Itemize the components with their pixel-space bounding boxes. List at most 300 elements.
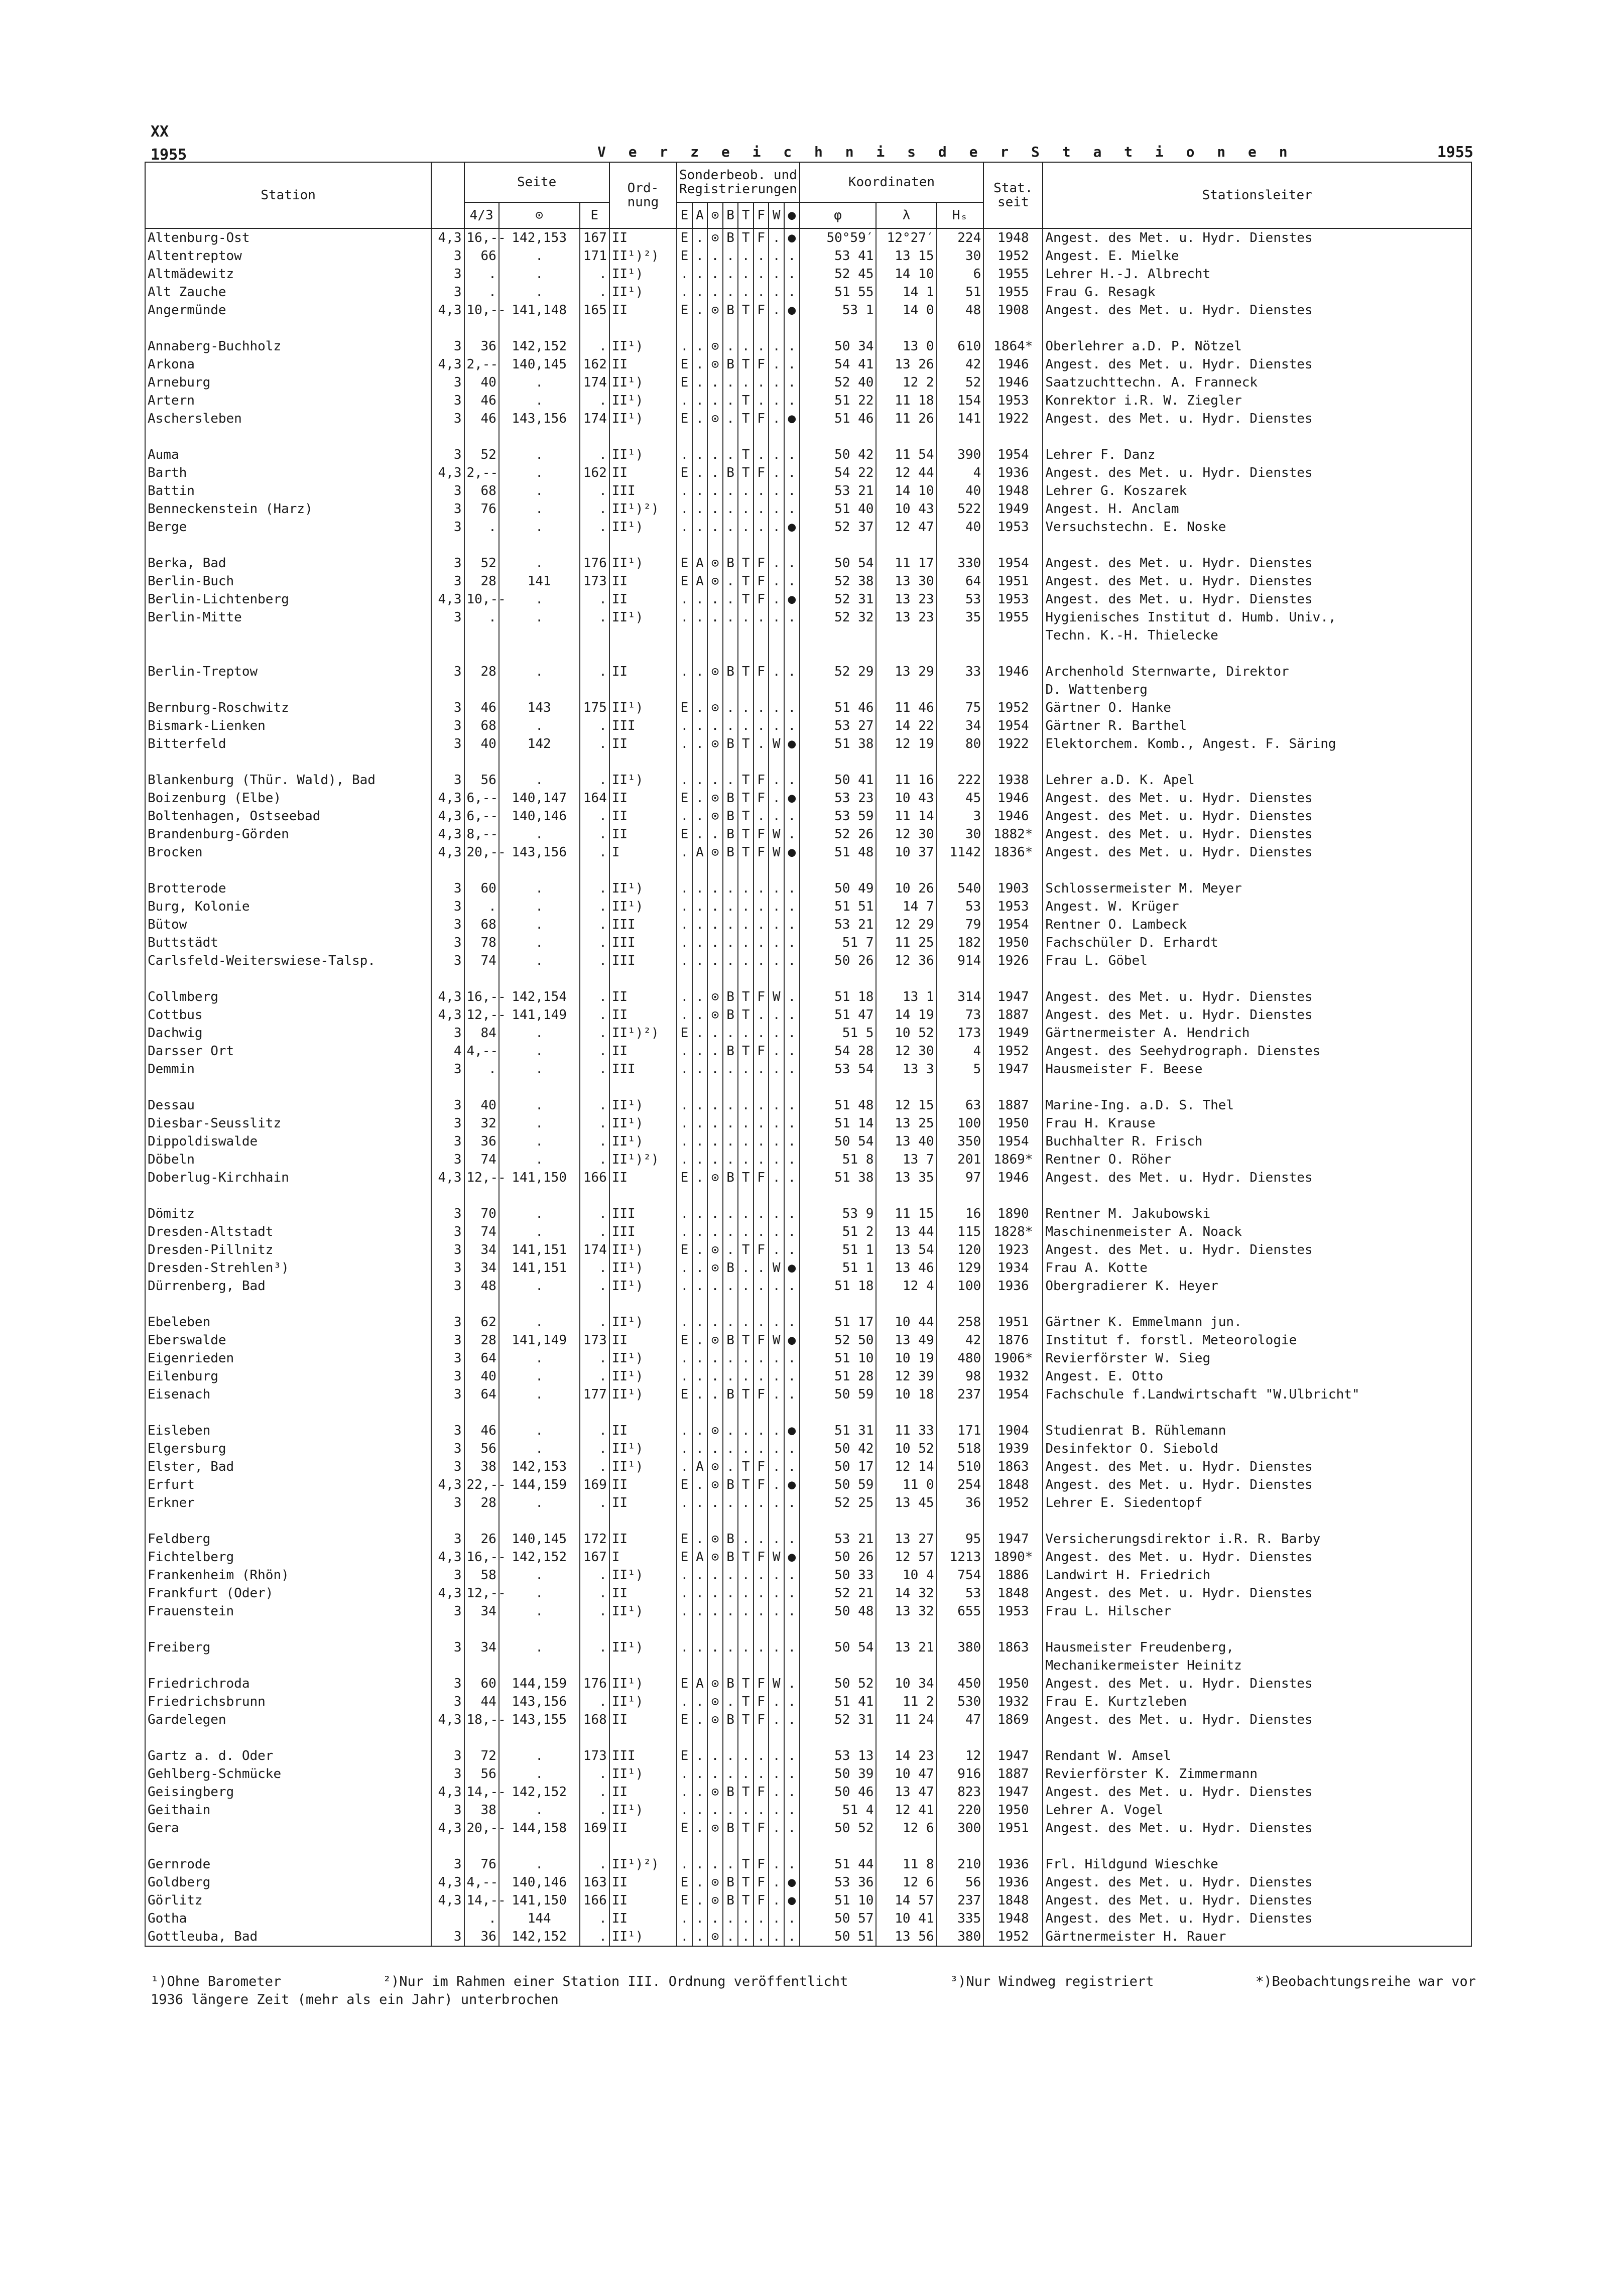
cell-s-b: . [723, 1223, 738, 1241]
cell-s-e: . [677, 1060, 692, 1078]
cell-leiter: Lehrer G. Koszarek [1043, 482, 1471, 500]
cell-leiter: Angest. des Met. u. Hydr. Dienstes [1043, 988, 1471, 1006]
cell-s-w: . [769, 1132, 784, 1151]
cell-s-e: E [677, 554, 692, 572]
cell-seite-43: . [464, 283, 499, 301]
cell-s-w: . [769, 952, 784, 970]
cell-station: Battin [145, 482, 431, 500]
cell-hs: 154 [937, 392, 984, 410]
spacer-cell [754, 1620, 769, 1638]
spacer-cell [707, 536, 723, 554]
cell-seite-sun: . [499, 265, 580, 283]
cell-s-t: T [738, 1891, 754, 1910]
cell-seite-e: . [580, 1910, 609, 1928]
cell-lambda: 12 6 [876, 1873, 936, 1891]
cell-ordnung: II¹) [609, 554, 677, 572]
cell-ordnung: II¹) [609, 1440, 677, 1458]
cell-s-sun: . [707, 916, 723, 934]
cell-s-f: . [754, 265, 769, 283]
cell-seite-sun: . [499, 482, 580, 500]
spacer-cell [692, 753, 708, 771]
cell-stat-seit: 1952 [983, 1494, 1043, 1512]
cell-seite-43: 46 [464, 1422, 499, 1440]
cell-s-b: . [723, 518, 738, 536]
cell-s-dot: . [784, 1313, 800, 1331]
cell-ordnung: II¹) [609, 1313, 677, 1331]
spacer-cell [738, 319, 754, 337]
spacer-cell [499, 1729, 580, 1747]
header-seite-e: E [580, 202, 609, 228]
cell-seite-sun: 141,150 [499, 1891, 580, 1910]
cell-s-e: . [677, 1801, 692, 1819]
cell-seite-43: 28 [464, 1494, 499, 1512]
cell-seite-sun: 143,156 [499, 843, 580, 861]
cell-seite-43: 44 [464, 1693, 499, 1711]
cell-s-dot: . [784, 1928, 800, 1946]
cell-s-sun: . [707, 771, 723, 789]
cell-s-sun: . [707, 1385, 723, 1404]
cell-s-w: . [769, 283, 784, 301]
cell-s-t: . [738, 1114, 754, 1132]
cell-s-w: . [769, 554, 784, 572]
cell-s-w: . [769, 1584, 784, 1602]
cell-kenn: 3 [431, 1151, 464, 1169]
cell-s-e: . [677, 663, 692, 681]
cell-seite-e: . [580, 482, 609, 500]
spacer-cell [723, 970, 738, 988]
cell-seite-sun: . [499, 1747, 580, 1765]
cell-s-w: . [769, 1458, 784, 1476]
cell-kenn: 3 [431, 1313, 464, 1331]
cell-s-dot: . [784, 1385, 800, 1404]
spacer-cell [707, 428, 723, 446]
cell-leiter: Angest. des Met. u. Hydr. Dienstes [1043, 464, 1471, 482]
cell-s-dot: . [784, 1566, 800, 1584]
cell-s-e: E [677, 373, 692, 392]
cell-s-t: T [738, 392, 754, 410]
cell-stat-seit: 1955 [983, 608, 1043, 626]
cell-seite-43: 34 [464, 1241, 499, 1259]
cell-stat-seit: 1952 [983, 1042, 1043, 1060]
cell-seite-sun: 142,153 [499, 228, 580, 247]
cell-station: Dresden-Altstadt [145, 1223, 431, 1241]
cell-lambda: 11 25 [876, 934, 936, 952]
spacer-cell [937, 645, 984, 663]
spacer-cell [723, 1295, 738, 1313]
cell-s-b: B [723, 807, 738, 825]
spacer-cell [983, 1078, 1043, 1096]
cell-seite-43: . [464, 608, 499, 626]
cell-s-a: . [692, 1747, 708, 1765]
cell-seite-sun: 141,149 [499, 1006, 580, 1024]
cell-leiter: Gärtnermeister H. Rauer [1043, 1928, 1471, 1946]
spacer-cell [723, 536, 738, 554]
header-station: Station [145, 162, 431, 228]
spacer-cell [738, 428, 754, 446]
cell-kenn: 3 [431, 1747, 464, 1765]
cell-lambda: 13 26 [876, 355, 936, 373]
cell-leiter: Lehrer A. Vogel [1043, 1801, 1471, 1819]
cell-s-e: . [677, 1349, 692, 1367]
spacer-cell [431, 861, 464, 879]
spacer-cell [464, 753, 499, 771]
cell-seite-sun: . [499, 392, 580, 410]
cell-seite-43: 38 [464, 1801, 499, 1819]
cell-phi: 52 32 [800, 608, 877, 626]
cell-station: Altenburg-Ost [145, 228, 431, 247]
cell-ordnung: II [609, 1042, 677, 1060]
cell-phi: 51 18 [800, 1277, 877, 1295]
cell-lambda: 13 7 [876, 1151, 936, 1169]
cell-seite-e: . [580, 879, 609, 898]
table-row [145, 1132, 1471, 1151]
cell-lambda: 12 30 [876, 1042, 936, 1060]
cell-hs: 330 [937, 554, 984, 572]
cell-leiter: Angest. H. Anclam [1043, 500, 1471, 518]
cell-lambda: 13 44 [876, 1223, 936, 1241]
cell-seite-43: 34 [464, 1638, 499, 1657]
table-row [145, 1855, 1471, 1873]
cell-hs: 35 [937, 608, 984, 626]
spacer-cell [692, 428, 708, 446]
cell-s-f: F [754, 1385, 769, 1404]
cell-s-dot: ● [784, 735, 800, 753]
cell-s-f: . [754, 898, 769, 916]
cell-s-w: . [769, 1313, 784, 1331]
cell-s-e: . [677, 1638, 692, 1657]
cell-s-dot: . [784, 807, 800, 825]
spacer-cell [707, 753, 723, 771]
cell-s-a: . [692, 1349, 708, 1367]
cell-kenn: 4,3 [431, 1891, 464, 1910]
cell-s-w: . [769, 1494, 784, 1512]
spacer-cell [692, 970, 708, 988]
cell-kenn [431, 1657, 464, 1675]
cell-ordnung: II¹) [609, 283, 677, 301]
spacer-cell [1043, 536, 1471, 554]
spacer-cell [754, 645, 769, 663]
cell-phi: 53 9 [800, 1205, 877, 1223]
spacer-cell [876, 1512, 936, 1530]
cell-s-e: . [677, 1855, 692, 1873]
cell-s-f: F [754, 1042, 769, 1060]
cell-s-w: . [769, 482, 784, 500]
spacer-cell [983, 319, 1043, 337]
cell-phi: 51 47 [800, 1006, 877, 1024]
cell-seite-e: . [580, 1440, 609, 1458]
cell-s-w: . [769, 934, 784, 952]
cell-phi: 51 1 [800, 1259, 877, 1277]
cell-s-w: . [769, 898, 784, 916]
cell-s-dot: ● [784, 843, 800, 861]
spacer-cell [738, 1512, 754, 1530]
cell-s-e: . [677, 1313, 692, 1331]
spacer-cell [983, 645, 1043, 663]
cell-kenn: 3 [431, 1223, 464, 1241]
cell-seite-sun: 142 [499, 735, 580, 753]
cell-s-f: F [754, 554, 769, 572]
cell-s-w: . [769, 1566, 784, 1584]
cell-stat-seit: 1947 [983, 1060, 1043, 1078]
cell-leiter: Angest. des Met. u. Hydr. Dienstes [1043, 410, 1471, 428]
cell-kenn: 3 [431, 934, 464, 952]
cell-s-dot [784, 681, 800, 699]
cell-s-a: . [692, 1891, 708, 1910]
spacer-cell [937, 1295, 984, 1313]
cell-kenn: 3 [431, 1132, 464, 1151]
cell-seite-43: 14,-- [464, 1891, 499, 1910]
cell-s-sun: . [707, 1151, 723, 1169]
cell-s-w: . [769, 1530, 784, 1548]
cell-s-f: . [754, 500, 769, 518]
cell-kenn: 3 [431, 1928, 464, 1946]
spacer-cell [609, 753, 677, 771]
spacer-cell [723, 1187, 738, 1205]
cell-leiter: Buchhalter R. Frisch [1043, 1132, 1471, 1151]
spacer-cell [145, 1512, 431, 1530]
table-row [145, 1476, 1471, 1494]
cell-s-dot: . [784, 1024, 800, 1042]
cell-s-t: . [738, 247, 754, 265]
cell-seite-e: 162 [580, 355, 609, 373]
spacer-cell [754, 1295, 769, 1313]
cell-s-e: . [677, 1114, 692, 1132]
cell-s-t: . [738, 283, 754, 301]
cell-s-t: . [738, 1277, 754, 1295]
spacer-cell [499, 861, 580, 879]
header-koordinaten: Koordinaten [800, 162, 984, 202]
cell-s-w: . [769, 807, 784, 825]
cell-s-dot: ● [784, 518, 800, 536]
table-row [145, 572, 1471, 590]
cell-s-sun: . [707, 1765, 723, 1783]
cell-s-sun: . [707, 1042, 723, 1060]
cell-phi: 52 38 [800, 572, 877, 590]
table-row [145, 1530, 1471, 1548]
cell-seite-e: . [580, 446, 609, 464]
cell-stat-seit: 1923 [983, 1241, 1043, 1259]
spacer-cell [464, 1078, 499, 1096]
cell-kenn: 3 [431, 898, 464, 916]
cell-phi: 50 59 [800, 1476, 877, 1494]
cell-s-t: . [738, 1494, 754, 1512]
cell-ordnung: III [609, 717, 677, 735]
cell-seite-e: 167 [580, 228, 609, 247]
spacer-cell [784, 1295, 800, 1313]
cell-lambda: 14 10 [876, 482, 936, 500]
cell-s-t: T [738, 228, 754, 247]
cell-lambda: 13 25 [876, 1114, 936, 1132]
cell-hs: 335 [937, 1910, 984, 1928]
cell-lambda: 12 2 [876, 373, 936, 392]
cell-s-b: . [723, 1367, 738, 1385]
cell-s-dot: . [784, 1855, 800, 1873]
cell-seite-e: . [580, 934, 609, 952]
header-seite-43: 4/3 [464, 202, 499, 228]
cell-leiter: Lehrer F. Danz [1043, 446, 1471, 464]
cell-ordnung: II [609, 1169, 677, 1187]
cell-station: Brocken [145, 843, 431, 861]
cell-hs: 480 [937, 1349, 984, 1367]
cell-kenn: 3 [431, 446, 464, 464]
cell-station: Eisenach [145, 1385, 431, 1404]
cell-s-w: . [769, 410, 784, 428]
table-row [145, 1548, 1471, 1566]
cell-ordnung: II¹) [609, 1765, 677, 1783]
cell-stat-seit: 1952 [983, 247, 1043, 265]
cell-ordnung: II [609, 590, 677, 608]
cell-seite-e: . [580, 843, 609, 861]
cell-leiter: Angest. des Met. u. Hydr. Dienstes [1043, 807, 1471, 825]
spacer-cell [983, 1837, 1043, 1855]
table-row [145, 1422, 1471, 1440]
cell-s-f: . [754, 1602, 769, 1620]
cell-seite-43: 34 [464, 1602, 499, 1620]
cell-seite-43: 16,-- [464, 1548, 499, 1566]
cell-seite-sun: . [499, 1114, 580, 1132]
cell-lambda: 13 49 [876, 1331, 936, 1349]
cell-s-sun: . [707, 1602, 723, 1620]
cell-s-b: . [723, 283, 738, 301]
cell-s-b: B [723, 1548, 738, 1566]
cell-s-t: T [738, 1693, 754, 1711]
cell-seite-sun: 142,154 [499, 988, 580, 1006]
cell-seite-43: . [464, 518, 499, 536]
cell-ordnung: II¹) [609, 1277, 677, 1295]
cell-ordnung: II¹) [609, 1602, 677, 1620]
cell-s-f: . [754, 1638, 769, 1657]
cell-phi: 51 48 [800, 1096, 877, 1114]
cell-station: Collmberg [145, 988, 431, 1006]
cell-s-dot: . [784, 572, 800, 590]
cell-seite-e: . [580, 337, 609, 355]
cell-phi: 52 31 [800, 590, 877, 608]
cell-s-t: . [738, 1530, 754, 1548]
cell-hs: 655 [937, 1602, 984, 1620]
cell-s-a: . [692, 1711, 708, 1729]
table-row [145, 789, 1471, 807]
spacer-cell [464, 1729, 499, 1747]
cell-s-f: F [754, 825, 769, 843]
spacer-cell [677, 1404, 692, 1422]
cell-stat-seit: 1882* [983, 825, 1043, 843]
cell-s-t: . [738, 1132, 754, 1151]
cell-hs: 45 [937, 789, 984, 807]
cell-leiter: Revierförster W. Sieg [1043, 1349, 1471, 1367]
spacer-cell [677, 753, 692, 771]
cell-stat-seit: 1939 [983, 1440, 1043, 1458]
cell-phi: 50 57 [800, 1910, 877, 1928]
spacer-cell [800, 1187, 877, 1205]
cell-s-a: . [692, 1277, 708, 1295]
cell-phi: 51 40 [800, 500, 877, 518]
cell-seite-e: . [580, 663, 609, 681]
spacer-cell [754, 1512, 769, 1530]
cell-seite-sun: . [499, 1096, 580, 1114]
cell-stat-seit: 1938 [983, 771, 1043, 789]
cell-s-b: B [723, 1331, 738, 1349]
cell-kenn: 3 [431, 735, 464, 753]
cell-phi: 50 48 [800, 1602, 877, 1620]
cell-hs: 73 [937, 1006, 984, 1024]
cell-seite-sun: 144 [499, 1910, 580, 1928]
cell-seite-e: . [580, 500, 609, 518]
cell-lambda: 11 14 [876, 807, 936, 825]
spacer-cell [784, 1078, 800, 1096]
cell-s-e: E [677, 1747, 692, 1765]
spacer-cell [738, 970, 754, 988]
cell-hs: 51 [937, 283, 984, 301]
cell-s-b: . [723, 1241, 738, 1259]
cell-s-dot: . [784, 1223, 800, 1241]
cell-seite-e: 173 [580, 1331, 609, 1349]
cell-s-w: . [769, 1693, 784, 1711]
cell-s-a: . [692, 410, 708, 428]
spacer-cell [609, 1620, 677, 1638]
cell-seite-sun: 143,155 [499, 1711, 580, 1729]
table-row [145, 608, 1471, 626]
cell-station: Gehlberg-Schmücke [145, 1765, 431, 1783]
cell-station: Altentreptow [145, 247, 431, 265]
cell-s-f: F [754, 1548, 769, 1566]
cell-s-b: B [723, 1530, 738, 1548]
cell-s-sun: . [707, 1205, 723, 1223]
spacer-cell [769, 319, 784, 337]
cell-s-w: . [769, 1801, 784, 1819]
cell-ordnung: II¹) [609, 410, 677, 428]
cell-phi: 53 21 [800, 916, 877, 934]
cell-ordnung: II¹) [609, 446, 677, 464]
cell-s-b: . [723, 608, 738, 626]
cell-stat-seit: 1954 [983, 554, 1043, 572]
cell-s-w: . [769, 301, 784, 319]
cell-ordnung: II [609, 988, 677, 1006]
cell-s-sun: . [707, 1638, 723, 1657]
cell-stat-seit: 1932 [983, 1693, 1043, 1711]
cell-phi: 51 46 [800, 699, 877, 717]
cell-hs: 42 [937, 355, 984, 373]
cell-s-f: . [754, 446, 769, 464]
cell-kenn: 4,3 [431, 1006, 464, 1024]
cell-ordnung: II¹) [609, 1928, 677, 1946]
spacer-cell [754, 1078, 769, 1096]
cell-stat-seit: 1890 [983, 1205, 1043, 1223]
spacer-cell [609, 1187, 677, 1205]
cell-phi: 50 54 [800, 1132, 877, 1151]
spacer-cell [464, 536, 499, 554]
table-row [145, 1096, 1471, 1114]
spacer-cell [723, 319, 738, 337]
cell-stat-seit: 1951 [983, 572, 1043, 590]
cell-s-t: T [738, 825, 754, 843]
cell-s-f: . [754, 1440, 769, 1458]
spacer-cell [723, 861, 738, 879]
cell-station: Elster, Bad [145, 1458, 431, 1476]
cell-s-t: T [738, 355, 754, 373]
cell-leiter: Angest. des Met. u. Hydr. Dienstes [1043, 554, 1471, 572]
cell-seite-sun [499, 626, 580, 645]
cell-s-sun: ⊙ [707, 1530, 723, 1548]
cell-s-dot: . [784, 825, 800, 843]
cell-seite-e: . [580, 1765, 609, 1783]
cell-s-t: . [738, 1096, 754, 1114]
cell-seite-43: 40 [464, 1096, 499, 1114]
cell-s-dot: ● [784, 789, 800, 807]
cell-s-a: . [692, 1151, 708, 1169]
cell-s-f: . [754, 392, 769, 410]
cell-seite-43 [464, 1657, 499, 1675]
cell-s-f: . [754, 1765, 769, 1783]
